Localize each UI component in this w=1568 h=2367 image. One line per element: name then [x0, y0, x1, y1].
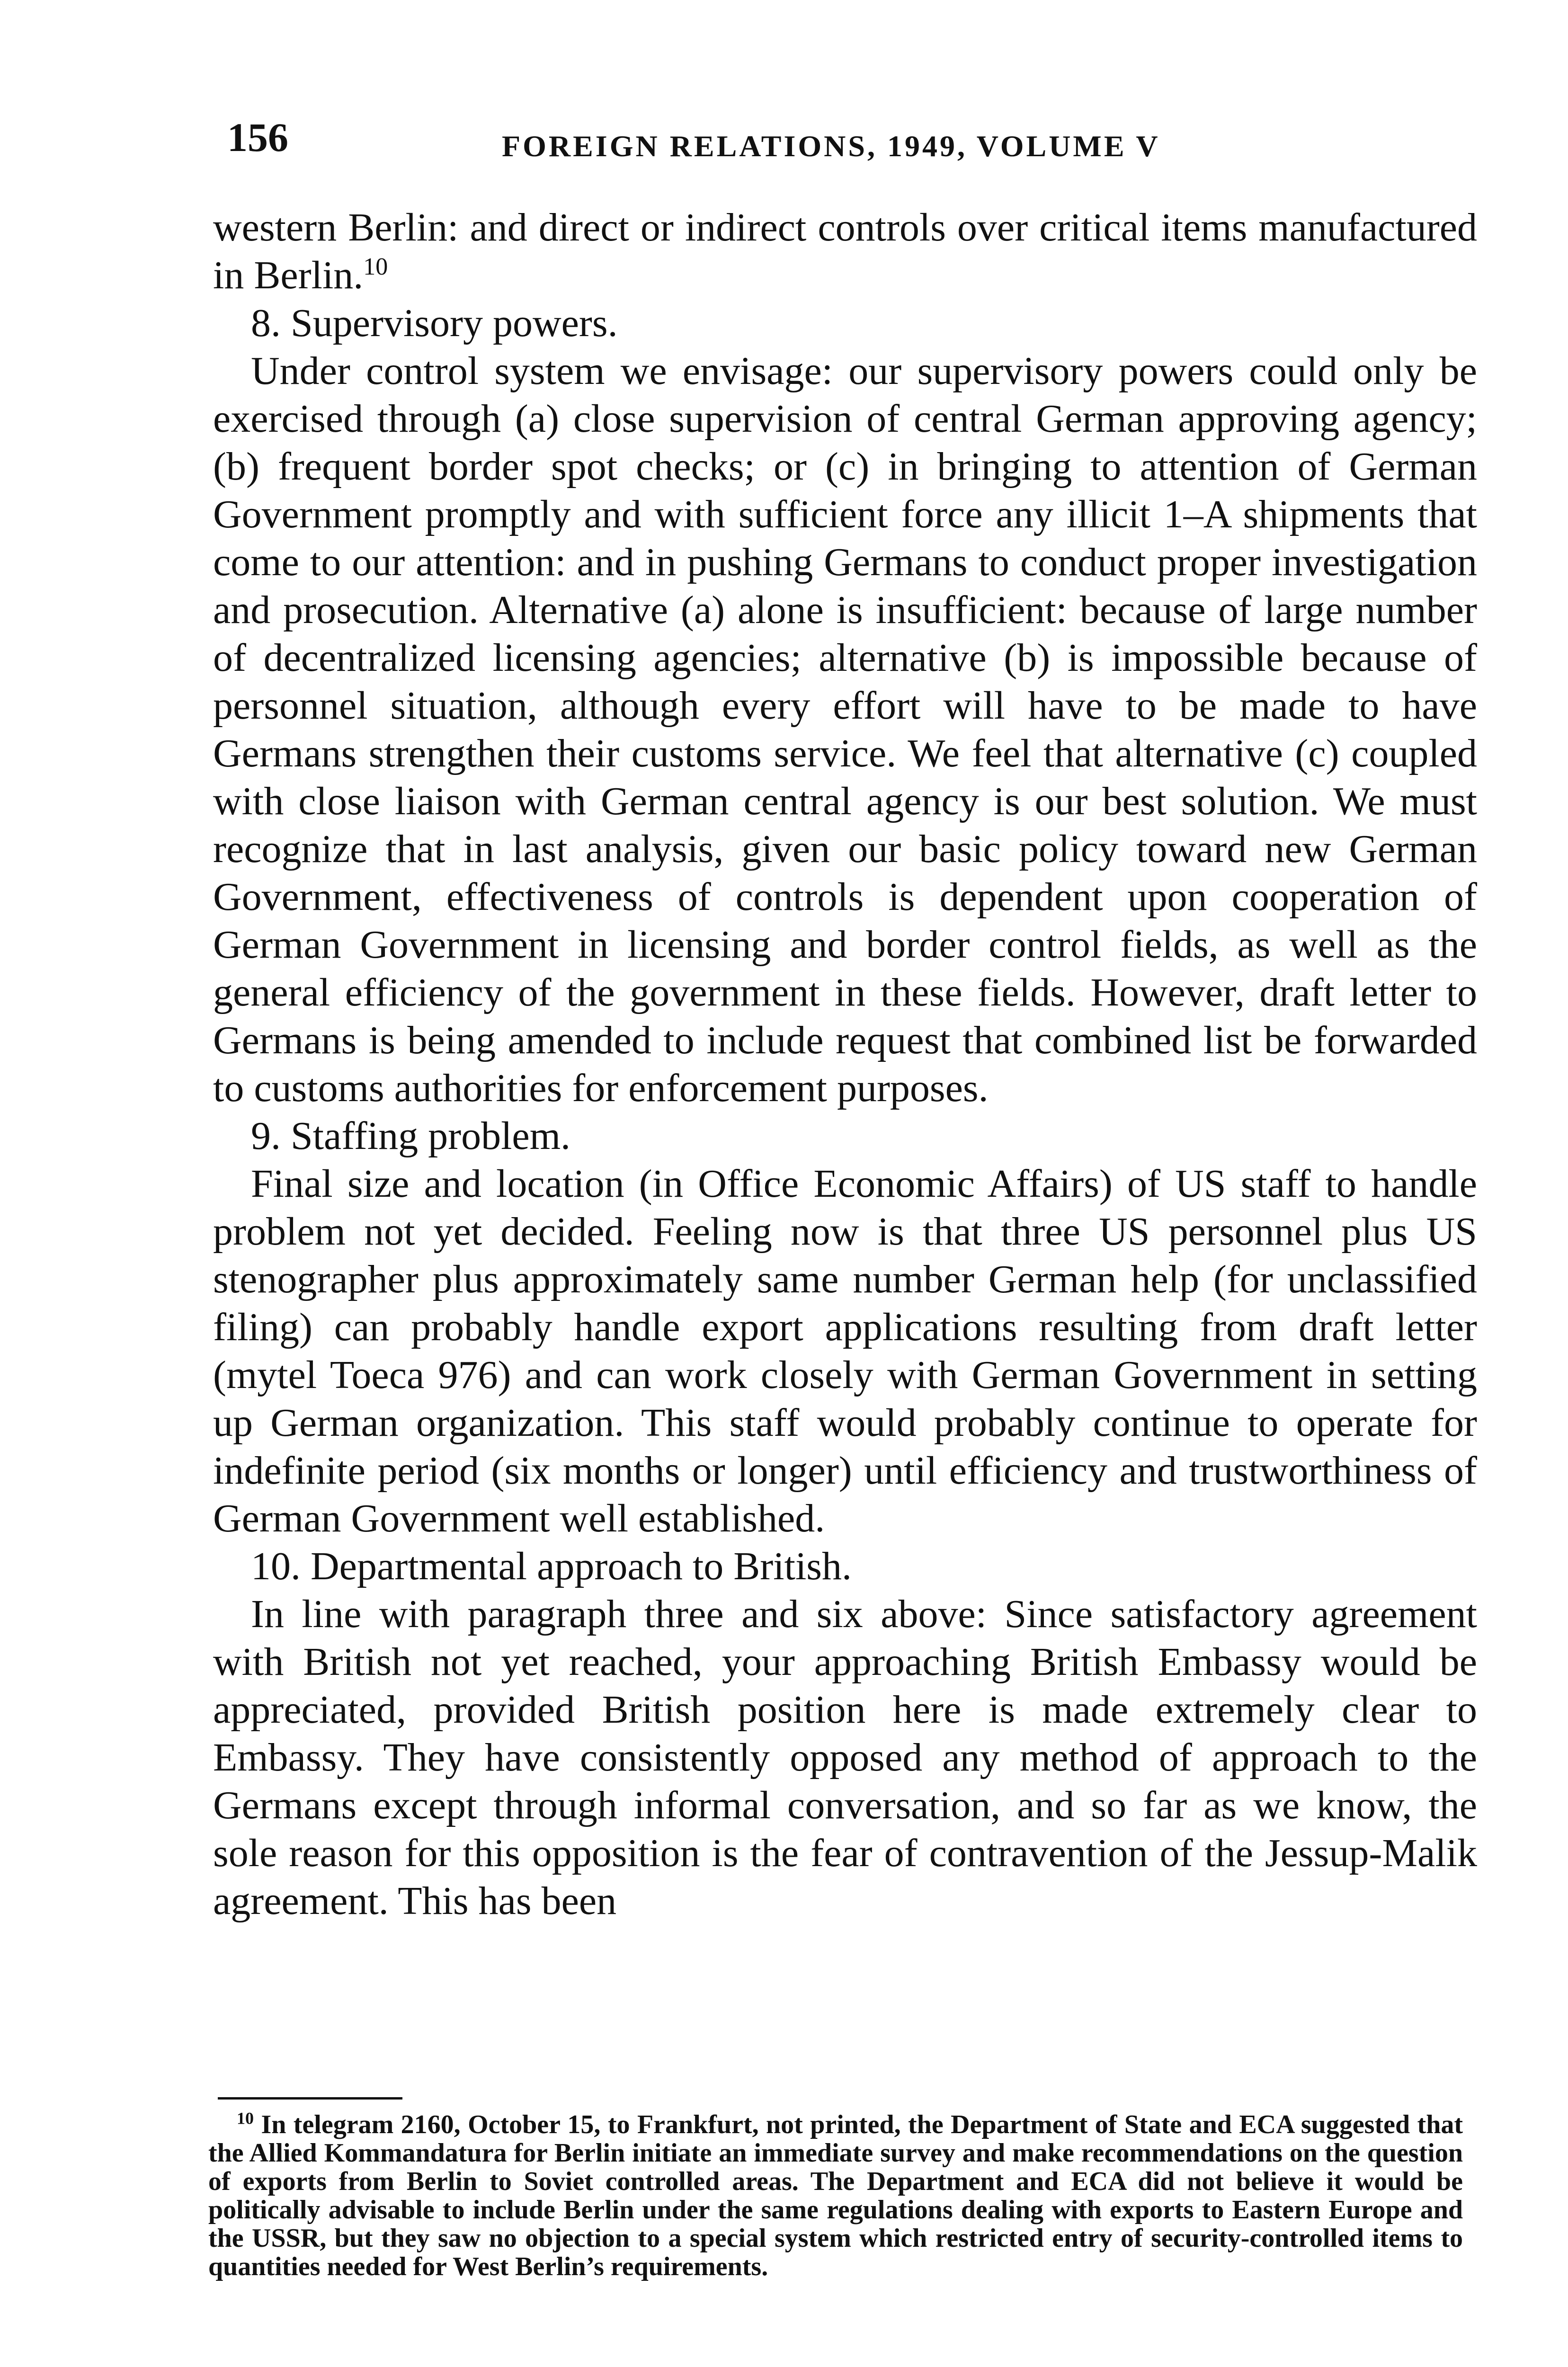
page-header [227, 114, 1250, 170]
running-head: FOREIGN RELATIONS, 1949, VOLUME V [502, 129, 1160, 163]
footnote-text: In telegram 2160, October 15, to Frankfurt, not printed, the Department of State and ECA suggested that the Allied Kommandatura for Berlin initiate an immediate survey and make recommendations on the question of exports from Berlin to Soviet controlled areas. The Department and ECA did not believe it would be politically advisable to include Berlin under the same regulations dealing with exports to Eastern Europe and the USSR, but they saw no objection to a special system which restricted entry of security-controlled items to quantities needed for West Berlin’s requirements. [208, 2110, 1463, 2281]
paragraph-departmental-approach: In line with paragraph three and six above: Since satisfactory agreement with British not yet reached, your approaching British Embassy would be appreciated, provided British position here is made extremely clear to Embassy. They have consistently opposed any method of approach to the Germans except through informal conversation, and so far as we know, the sole reason for this opposition is the fear of contravention of the Jessup-Malik agreement. This has been [213, 1592, 1477, 1923]
body-text [213, 204, 1477, 1925]
footnote [208, 2110, 1463, 2281]
paragraph-continuation [213, 204, 1477, 299]
paragraph-supervisory-powers: Under control system we envisage: our supervisory powers could only be exercised through (a) close supervision of central German approving agency; (b) frequent border spot checks; or (c) in bringing to attention of German Government promptly and with sufficient force any illicit 1–A shipments that come to our attention: and in pushing Germans to conduct proper investigation and prosecution. Alternative (a) alone is insufficient: because of large number of decentralized licensing agencies; alternative (b) is impossible because of personnel situation, although every effort will have to be made to have Germans strengthen their customs service. We feel that alternative (c) coupled with close liaison with German central agency is our best solution. We must recognize that in last analysis, given our basic policy toward new German Government, effectiveness of controls is dependent upon cooperation of German Government in licensing and border control fields, as well as the general efficiency of the government in these fields. However, draft letter to Germans is being amended to include request that combined list be forwarded to customs authorities for enforcement purposes. [213, 349, 1477, 1110]
paragraph-continuation-text: western Berlin: and direct or indirect controls over critical items manufactured in Berlin. [213, 205, 1477, 297]
section-heading-8: 8. Supervisory powers. [251, 301, 618, 345]
footnote-marker: 10 [237, 2109, 254, 2128]
footnote-reference: 10 [363, 253, 388, 280]
section-heading-10: 10. Departmental approach to British. [251, 1544, 852, 1588]
section-heading-9: 9. Staffing problem. [251, 1114, 571, 1158]
page-number: 156 [227, 115, 288, 160]
footnote-divider [218, 2097, 402, 2100]
paragraph-staffing-problem: Final size and location (in Office Economic Affairs) of US staff to handle problem not yet decided. Feeling now is that three US personnel plus US stenographer plus approximately same number German help (for unclassified filing) can probably handle export applications resulting from draft letter (mytel Toeca 976) and can work closely with German Government in setting up German organization. This staff would probably continue to operate for indefinite period (six months or longer) until efficiency and trustworthiness of German Government well established. [213, 1162, 1477, 1540]
